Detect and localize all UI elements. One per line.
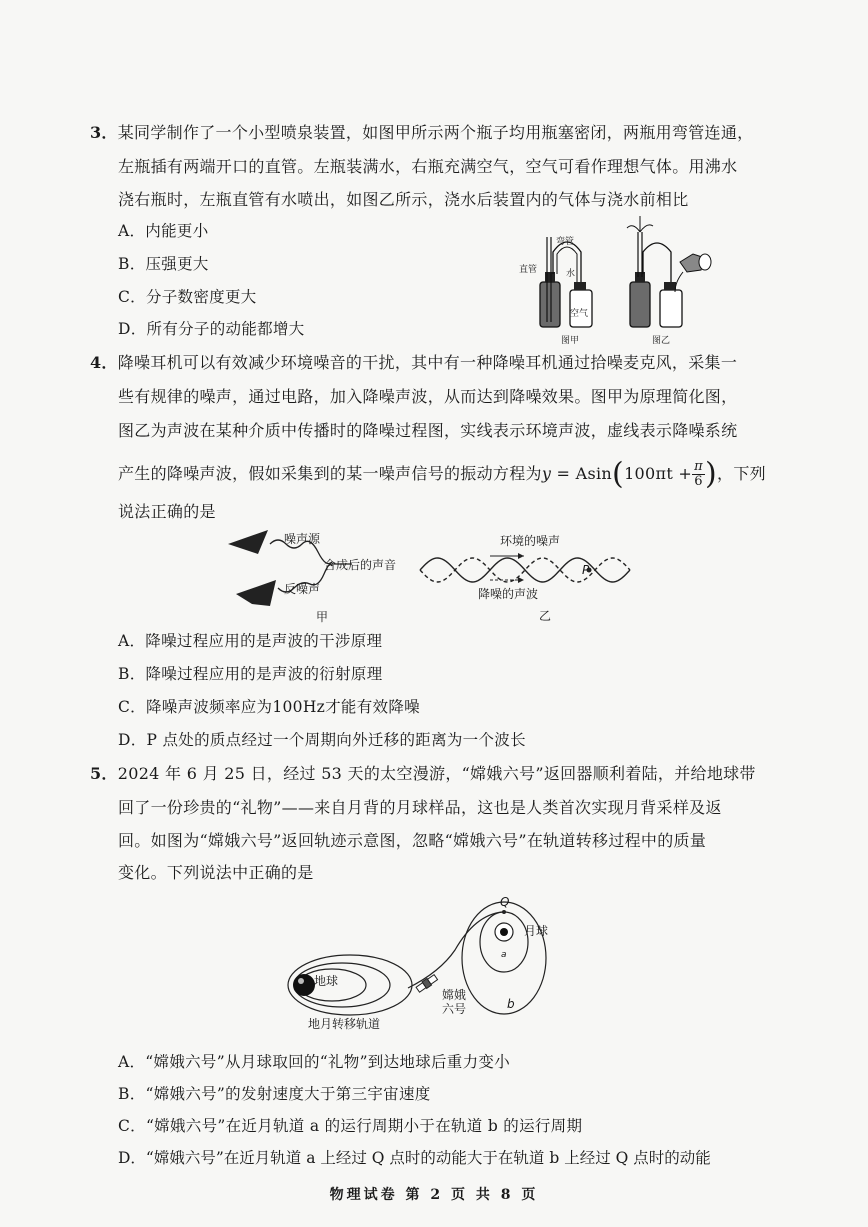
q3-option-c[interactable]: C．分子数密度更大 (118, 288, 257, 306)
q5-line-1: 5．2024 年 6 月 25 日，经过 53 天的太空漫游，“嫦娥六号”返回器顺利着陆，并给地球带 (90, 764, 756, 783)
label-point-q: Q (500, 895, 510, 909)
q5-option-c[interactable]: C．“嫦娥六号”在近月轨道 a 的运行周期小于在轨道 b 的运行周期 (118, 1117, 583, 1135)
label-straight-tube: 直管 (519, 265, 538, 275)
caption-diagram-b: 乙 (539, 609, 552, 623)
moon-icon (500, 928, 508, 936)
label-env-noise: 环境的噪声 (500, 534, 561, 548)
label-orbit-a: a (501, 950, 507, 960)
q5-line-3: 回。如图为“嫦娥六号”返回轨迹示意图，忽略“嫦娥六号”在轨道转移过程中的质量 (118, 831, 707, 850)
caption-figure-b: 图乙 (652, 336, 671, 346)
label-air: 空气 (570, 309, 589, 319)
q3-option-a[interactable]: A．内能更小 (118, 222, 209, 240)
orbit-diagram (280, 900, 570, 1030)
q5-number: 5． (90, 764, 118, 783)
q3-line-3: 浇右瓶时，左瓶直管有水喷出，如图乙所示，浇水后装置内的气体与浇水前相比 (118, 190, 689, 209)
q4-line-3: 图乙为声波在某种介质中传播时的降噪过程图，实线表示环境声波，虚线表示降噪系统 (118, 421, 738, 440)
q3-number: 3． (90, 123, 118, 142)
environment-wave (420, 558, 630, 582)
q3-option-b[interactable]: B．压强更大 (118, 255, 209, 273)
caption-figure-a: 图甲 (561, 336, 580, 346)
label-bent-tube: 弯管 (556, 237, 575, 247)
label-transfer-orbit: 地月转移轨道 (308, 1017, 381, 1031)
label-moon: 月球 (524, 924, 549, 938)
page-footer: 物理试卷 第 2 页 共 8 页 (329, 1187, 539, 1203)
vibration-equation: y = Asin(100πt + $\frac{\pi}{6}$ ) (541, 456, 718, 492)
label-orbit-b: b (507, 997, 515, 1011)
q5-option-d[interactable]: D．“嫦娥六号”在近月轨道 a 上经过 Q 点时的动能大于在轨道 b 上经过 Q 点时的动能 (118, 1149, 711, 1167)
fountain-figure (515, 222, 730, 342)
label-water: 水 (566, 269, 576, 279)
label-combined-sound: 合成后的声音 (324, 558, 397, 572)
q4-option-c[interactable]: C．降噪声波频率应为100Hz才能有效降噪 (118, 698, 420, 716)
label-earth: 地球 (314, 974, 339, 988)
q4-number: 4． (90, 353, 118, 372)
q4-line-4: 产生的降噪声波，假如采集到的某一噪声信号的振动方程为y = Asin(100πt + $\frac{\pi}{6}$ )，下列 (118, 456, 766, 492)
q4-line-2: 些有规律的噪声，通过电路，加入降噪声波，从而达到降噪效果。图甲为原理简化图， (118, 387, 738, 406)
caption-diagram-a: 甲 (316, 610, 329, 624)
q5-option-a[interactable]: A．“嫦娥六号”从月球取回的“礼物”到达地球后重力变小 (118, 1053, 510, 1071)
label-point-p: P (582, 563, 590, 577)
label-anti-wave: 降噪的声波 (478, 587, 539, 601)
q5-option-b[interactable]: B．“嫦娥六号”的发射速度大于第三宇宙速度 (118, 1085, 431, 1103)
label-probe-line2: 六号 (442, 1002, 467, 1016)
q5-line-4: 变化。下列说法中正确的是 (118, 863, 314, 882)
q3-line-2: 左瓶插有两端开口的直管。左瓶装满水，右瓶充满空气，空气可看作理想气体。用沸水 (118, 157, 738, 176)
earth-icon (293, 974, 315, 996)
q4-line-1: 4．降噪耳机可以有效减少环境噪音的干扰，其中有一种降噪耳机通过拾噪麦克风，采集一 (90, 353, 738, 372)
q3-line-1: 3．某同学制作了一个小型喷泉装置，如图甲所示两个瓶子均用瓶塞密闭，两瓶用弯管连通， (90, 123, 754, 142)
label-anti-noise: 反噪声 (284, 582, 321, 596)
q3-option-d[interactable]: D．所有分子的动能都增大 (118, 320, 305, 338)
label-noise-source: 噪声源 (284, 532, 321, 546)
q4-line-5: 说法正确的是 (118, 502, 216, 521)
q4-option-d[interactable]: D．P 点处的质点经过一个周期向外迁移的距离为一个波长 (118, 731, 526, 749)
q4-option-b[interactable]: B．降噪过程应用的是声波的衍射原理 (118, 665, 383, 683)
orbit-a (480, 912, 528, 972)
q5-line-2: 回了一份珍贵的“礼物”——来自月背的月球样品，这也是人类首次实现月背采样及返 (118, 798, 722, 817)
q4-option-a[interactable]: A．降噪过程应用的是声波的干涉原理 (118, 632, 383, 650)
label-probe-line1: 嫦娥 (442, 988, 467, 1002)
point-q-marker (502, 910, 506, 914)
